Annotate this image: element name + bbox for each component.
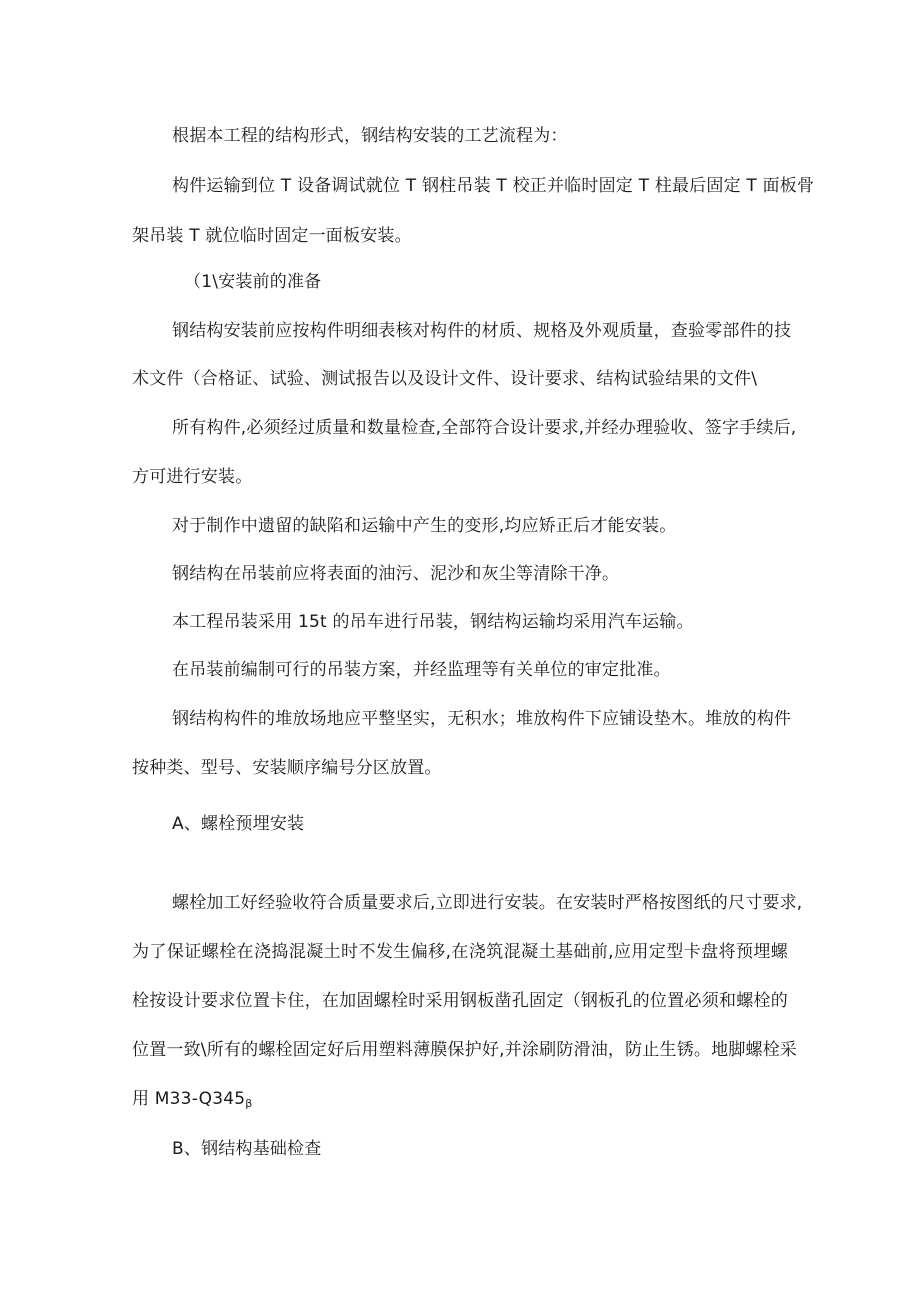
storage-paragraph-line-1: 钢结构构件的堆放场地应平整坚实，无积水；堆放构件下应铺设垫木。堆放的构件 — [172, 709, 792, 729]
bolts-paragraph-line-1: 螺栓加工好经验收符合质量要求后,立即进行安装。在安装时严格按图纸的尺寸要求, — [172, 893, 803, 913]
bolts-paragraph-line-4: 位置一致\所有的螺栓固定好后用塑料薄膜保护好,并涂刷防滑油，防止生锈。地脚螺栓采 — [132, 1040, 798, 1060]
section-a-heading: A、螺栓预埋安装 — [172, 814, 305, 834]
bolts-paragraph-line-5 — [132, 1087, 253, 1116]
bolts-paragraph-line-3: 栓按设计要求位置卡住，在加固螺栓时采用钢板凿孔固定（钢板孔的位置必须和螺栓的 — [132, 991, 788, 1011]
bolt-spec-text: 用 M33-Q345 — [132, 1089, 246, 1109]
plan-paragraph: 在吊装前编制可行的吊装方案，并经监理等有关单位的审定批准。 — [172, 660, 671, 680]
section-1-heading: （1\安装前的准备 — [184, 272, 322, 292]
bolt-spec-subscript: β — [245, 1097, 253, 1110]
defects-paragraph: 对于制作中遗留的缺陷和运输中产生的变形,均应矫正后才能安装。 — [172, 516, 677, 536]
process-flow-line-2: 架吊装 T 就位临时固定一面板安装。 — [132, 226, 412, 246]
storage-paragraph-line-2: 按种类、型号、安装顺序编号分区放置。 — [132, 758, 442, 778]
components-paragraph-line-2: 方可进行安装。 — [132, 467, 253, 487]
crane-paragraph: 本工程吊装采用 15t 的吊车进行吊装，钢结构运输均采用汽车运输。 — [172, 612, 694, 632]
components-paragraph-line-1: 所有构件,必须经过质量和数量检查,全部符合设计要求,并经办理验收、签字手续后, — [172, 418, 797, 438]
clean-paragraph: 钢结构在吊装前应将表面的油污、泥沙和灰尘等清除干净。 — [172, 564, 620, 584]
bolts-paragraph-line-2: 为了保证螺栓在浇捣混凝土时不发生偏移,在浇筑混凝土基础前,应用定型卡盘将预埋螺 — [132, 942, 788, 962]
intro-paragraph: 根据本工程的结构形式，钢结构安装的工艺流程为： — [172, 126, 568, 146]
check-paragraph-line-2: 术文件（合格证、试验、测试报告以及设计文件、设计要求、结构试验结果的文件\ — [132, 369, 758, 389]
section-b-heading: B、钢结构基础检查 — [172, 1139, 322, 1159]
process-flow-line-1: 构件运输到位 T 设备调试就位 T 钢柱吊装 T 校正并临时固定 T 柱最后固定 T 面板骨 — [172, 176, 815, 196]
check-paragraph-line-1: 钢结构安装前应按构件明细表核对构件的材质、规格及外观质量，查验零部件的技 — [172, 321, 792, 341]
